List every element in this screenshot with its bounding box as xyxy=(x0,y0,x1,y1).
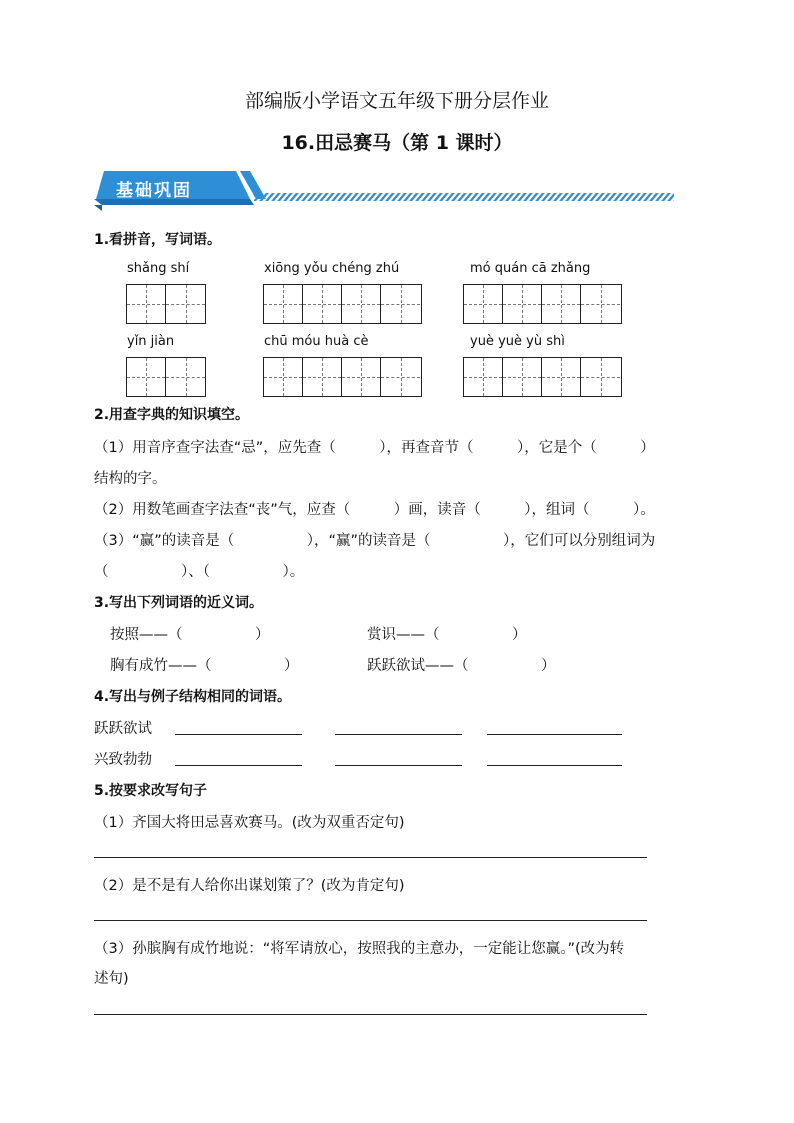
writing-grid-2-1[interactable] xyxy=(126,357,206,397)
q4-example-1: 跃跃欲试 xyxy=(94,721,152,737)
writing-grid-1-2[interactable] xyxy=(263,284,422,324)
answer-line[interactable] xyxy=(487,734,622,735)
q5-sentence-3b: 述句) xyxy=(94,971,129,987)
writing-grid-2-3[interactable] xyxy=(463,357,622,397)
q3-item-4: 跃跃欲试——（ ） xyxy=(367,658,556,674)
q5-sentence-3a: （3）孙膑胸有成竹地说：“将军请放心，按照我的主意办，一定能让您赢。”(改为转 xyxy=(94,941,625,957)
writing-grid-1-1[interactable] xyxy=(126,284,206,324)
q3-heading: 3.写出下列词语的近义词。 xyxy=(94,595,264,611)
pinyin-1-3: mó quán cā zhǎng xyxy=(470,261,591,276)
q5-sentence-2: （2）是不是有人给你出谋划策了？(改为肯定句) xyxy=(94,878,405,894)
answer-line[interactable] xyxy=(175,734,302,735)
q2-line-3: （2）用数笔画查字法查“丧”气，应查（ ）画，读音（ ），组词（ ）。 xyxy=(94,502,655,518)
writing-grid-1-3[interactable] xyxy=(463,284,622,324)
answer-line[interactable] xyxy=(335,734,462,735)
pinyin-2-1: yǐn jiàn xyxy=(127,334,175,349)
answer-line[interactable] xyxy=(94,857,647,858)
q3-item-2: 赏识——（ ） xyxy=(367,627,527,643)
pinyin-1-2: xiōng yǒu chéng zhú xyxy=(264,261,400,276)
q2-heading: 2.用查字典的知识填空。 xyxy=(94,407,250,423)
answer-line[interactable] xyxy=(335,765,462,766)
answer-line[interactable] xyxy=(175,765,302,766)
q5-heading: 5.按要求改写句子 xyxy=(94,783,208,799)
writing-grid-2-2[interactable] xyxy=(263,357,422,397)
lesson-title: 16.田忌赛马（第 1 课时） xyxy=(281,132,513,154)
pinyin-2-2: chū móu huà cè xyxy=(264,334,369,349)
q1-heading: 1.看拼音，写词语。 xyxy=(94,232,222,248)
pinyin-2-3: yuè yuè yù shì xyxy=(470,334,565,349)
q3-item-1: 按照——（ ） xyxy=(110,627,270,643)
page-title: 部编版小学语文五年级下册分层作业 xyxy=(244,90,549,112)
q2-line-2: 结构的字。 xyxy=(94,471,167,487)
banner-label: 基础巩固 xyxy=(116,181,192,201)
answer-line[interactable] xyxy=(94,920,647,921)
answer-line[interactable] xyxy=(487,765,622,766)
answer-line[interactable] xyxy=(94,1014,647,1015)
q2-line-1: （1）用音序查字法查“忌”，应先查（ ），再查音节（ ），它是个（ ） xyxy=(94,440,655,456)
q4-heading: 4.写出与例子结构相同的词语。 xyxy=(94,689,292,705)
q2-line-4: （3）“赢”的读音是（ ），“赢”的读音是（ ），它们可以分别组词为 xyxy=(94,533,656,549)
q5-sentence-1: （1）齐国大将田忌喜欢赛马。(改为双重否定句) xyxy=(94,815,405,831)
q3-item-3: 胸有成竹——（ ） xyxy=(110,658,299,674)
q2-line-5: （ ）、（ ）。 xyxy=(94,564,305,580)
pinyin-1-1: shǎng shí xyxy=(127,261,190,276)
q4-example-2: 兴致勃勃 xyxy=(94,752,152,768)
